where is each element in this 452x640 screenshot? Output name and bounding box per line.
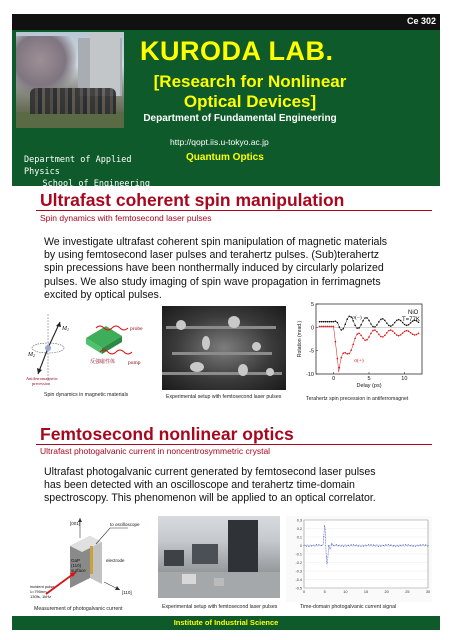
m1-label: M1 [62, 326, 69, 332]
chart6-signal-point [313, 545, 314, 546]
chart3-sigma-minus-point [398, 319, 400, 321]
chart6-signal-point [321, 545, 322, 546]
chart6-signal-point [425, 544, 426, 545]
chart3-sigma-minus-point [337, 322, 339, 324]
svg-text:130fs, 1kHz: 130fs, 1kHz [30, 594, 52, 599]
chart3-sigma-minus-point [408, 324, 410, 326]
chart3-sigma-minus-point [335, 320, 337, 322]
chart6-signal-point [375, 545, 376, 546]
chart6-signal-point [366, 545, 367, 546]
chart6-signal-point [380, 546, 381, 547]
chart3-sigma-plus-point [368, 336, 370, 338]
chart3-sigma-plus-point [331, 326, 333, 328]
chart6-signal-point [323, 536, 324, 537]
chart3-sigma-plus-point [329, 326, 331, 328]
fig2-caption: Experimental setup with femtosecond laser pulses [166, 394, 282, 400]
chart3-sigma-minus-point [380, 319, 382, 321]
chart3-sigma-minus-point [358, 327, 360, 329]
chart3-sigma-minus-point [394, 322, 396, 324]
chart6-xtick-label: 15 [363, 590, 369, 594]
chart6-signal-point [343, 546, 344, 547]
chart3-sigma-plus-point [402, 332, 404, 334]
material-label: 反強磁性体 [90, 359, 116, 365]
chart3-sigma-plus-point [339, 367, 341, 369]
chart6-signal-point [423, 544, 424, 545]
chart3-sigma-plus-point [380, 336, 382, 338]
chart3-sigma-plus-point [418, 333, 420, 335]
chart3-sigma-minus-point [354, 324, 356, 326]
field-label: Quantum Optics [186, 152, 264, 163]
chart3-sigma-minus-point [386, 322, 388, 324]
chart6-signal-point [378, 546, 379, 547]
chart6-xtick-label: 10 [343, 590, 348, 594]
chart6-signal-point [333, 545, 334, 546]
chart3-sigma-minus-point [346, 318, 348, 320]
chart3-sigma-minus-point [348, 316, 350, 318]
chart3-sigma-plus-point [364, 339, 366, 341]
chart6-ytick-label: 0.2 [296, 527, 302, 531]
department-name: Department of Fundamental Engineering [143, 113, 337, 124]
experimental-setup-photo-1 [162, 306, 286, 390]
chart3-ytick-label: 5 [310, 302, 314, 308]
chart3-sigma-minus-point [325, 321, 327, 323]
chart3-sigma-plus-point [346, 353, 348, 355]
header-top-strip [12, 14, 440, 30]
poster-code: Ce 302 [406, 16, 436, 26]
chart3-sigma-minus-point [364, 317, 366, 319]
chart3-sigma-minus-point [406, 325, 408, 327]
chart3-sigma-plus-point [390, 329, 392, 331]
chart3-sigma-plus-point [392, 330, 394, 332]
svg-text:surface: surface [71, 568, 86, 573]
chart3-sigma-minus-point [327, 321, 329, 323]
chart3-sigma-minus-point [362, 320, 364, 322]
chart3-sigma-minus-point [331, 321, 333, 323]
lab-group-photo [16, 32, 124, 128]
chart3-sigma-plus-point [337, 358, 339, 360]
svg-text:[110]: [110] [122, 590, 132, 595]
pump-label: pump [128, 360, 141, 366]
fig5-caption: Experimental setup with femtosecond laser pulses [162, 604, 278, 610]
lab-url-link[interactable]: http://qopt.iis.u-tokyo.ac.jp [170, 137, 269, 147]
chart3-sigma-plus-point [378, 334, 380, 336]
chart3-sigma-minus-point [388, 325, 390, 327]
chart3-sigma-minus-point [321, 321, 323, 323]
chart3-sigma-minus-point [344, 323, 346, 325]
chart6-xtick-label: 20 [384, 590, 389, 594]
photogalvanic-signal-chart [286, 516, 432, 602]
section1-paragraph: We investigate ultrafast coherent spin manipulation of magnetic materials by using femtosecond laser pulses and terahertz pulses. (Sub)terahertz spin precessions have been nonthermally induced by circularly polarized pulses. We also study imaging of spin wave propagation in ferrimagnets excited by optical pulses. [44, 236, 388, 301]
chart3-sigma-plus-point [344, 352, 346, 354]
chart6-signal-point [373, 545, 374, 546]
chart6-signal-point [336, 544, 337, 545]
chart3-xtick-label: 10 [401, 376, 408, 382]
chart3-sigma-minus-point [392, 324, 394, 326]
chart3-sigma-plus-point [319, 326, 321, 328]
chart6-signal-point [428, 545, 429, 546]
chart6-signal-point [388, 544, 389, 545]
chart3-sigma-plus-point [356, 333, 358, 335]
chart6-signal-point [338, 545, 339, 546]
chart6-ytick-label: -0.3 [295, 569, 302, 574]
chart6-signal-point [304, 545, 305, 546]
chart6-ytick-label: 0.1 [296, 535, 302, 540]
spin-dynamics-diagram [26, 308, 150, 386]
section1-title: Ultrafast coherent spin manipulation [40, 190, 345, 210]
chart6-signal-point [331, 544, 332, 545]
chart3-ytick-label: -5 [309, 348, 314, 355]
chart6-signal-point [370, 544, 371, 545]
chart6-signal-point [383, 545, 384, 546]
section2-paragraph: Ultrafast photogalvanic current generated by femtosecond laser pulses has been detected with an oscilloscope and terahertz time-domain spectroscopy. This phenomenon will be applied to an optical correlator. [44, 466, 376, 505]
experimental-setup-photo-2 [158, 516, 280, 598]
chart3-sigma-plus-point [404, 331, 406, 333]
chart3-sigma-plus-point [388, 330, 390, 332]
footer-institute: Institute of Industrial Science [173, 618, 279, 627]
chart6-signal-point [410, 545, 411, 546]
svg-text:to oscilloscope: to oscilloscope [110, 522, 140, 527]
chart3-sigma-minus-point [368, 320, 370, 322]
chart3-sigma-plus-point [335, 341, 337, 343]
section2-subtitle: Ultrafast photogalvanic current in noncentrosymmetric crystal [40, 446, 271, 456]
chart6-signal-point [415, 546, 416, 547]
chart3-sigma-plus-point [406, 330, 408, 332]
chart6-signal-point [356, 545, 357, 546]
chart3-sigma-plus-point [410, 332, 412, 334]
chart6-ytick-label: -0.2 [295, 561, 302, 565]
section1-divider [36, 210, 432, 211]
research-title-line1: [Research for Nonlinear [153, 72, 347, 91]
photogalvanic-measurement-diagram [30, 516, 150, 604]
chart6-signal-point [361, 546, 362, 547]
chart6-signal-point [326, 556, 327, 557]
chart6-signal-point [413, 546, 414, 547]
chart6-signal-point [341, 546, 342, 547]
chart3-sigma-plus-point [394, 332, 396, 334]
chart6-signal-point [393, 545, 394, 546]
chart6-signal-point [408, 545, 409, 546]
chart6-signal-point [398, 546, 399, 547]
chart3-sigma-minus-point [396, 320, 398, 322]
chart6-signal-point [418, 545, 419, 546]
chart3-sigma-plus-point [370, 332, 372, 334]
fig3-caption: Terahertz spin precession in antiferromagnet [306, 396, 409, 402]
chart3-sigma-plus-point [386, 332, 388, 334]
chart3-sigma-plus-point [323, 326, 325, 328]
chart3-sigma-plus-point [325, 326, 327, 328]
chart3-sample-label: NiO [408, 310, 419, 316]
chart3-sigma-minus-point [370, 323, 372, 325]
chart6-signal-point [311, 545, 312, 546]
chart6-signal-point [420, 544, 421, 545]
chart3-sigma-plus-point [333, 326, 335, 328]
chart3-sigma-minus-point [360, 324, 362, 326]
chart3-sigma-minus-point [374, 326, 376, 328]
chart3-sigma-minus-point [366, 317, 368, 319]
chart3-sigma-minus-point [356, 327, 358, 329]
chart6-signal-point [348, 545, 349, 546]
fig4-caption: Measurement of photogalvanic current [34, 606, 123, 612]
chart6-signal-point [368, 544, 369, 545]
section2-divider [36, 444, 432, 445]
chart3-sigma-plus-point [358, 333, 360, 335]
chart6-signal-point [358, 545, 359, 546]
chart3-sigma-plus-point [321, 326, 323, 328]
chart3-sigma-plus-point [412, 333, 414, 335]
chart3-sigma-plus-point [342, 352, 344, 354]
chart6-signal-point [403, 544, 404, 545]
chart6-xtick-label: 25 [405, 590, 410, 594]
chart3-sigma-plus-point [384, 335, 386, 337]
research-title-line2: Optical Devices] [183, 92, 317, 111]
chart3-minus-label: σ(−) [352, 315, 362, 321]
chart6-ytick-label: 0.3 [296, 518, 302, 523]
chart3-sigma-plus-point [354, 338, 356, 340]
chart3-sigma-plus-point [376, 331, 378, 333]
chart3-sigma-plus-point [360, 334, 362, 336]
chart3-sigma-minus-point [376, 324, 378, 326]
chart6-signal-point [346, 546, 347, 547]
chart3-sigma-plus-point [327, 326, 329, 328]
section2-title: Femtosecond nonlinear optics [40, 424, 294, 444]
chart6-signal-point [306, 546, 307, 547]
chart3-sigma-plus-point [414, 334, 416, 336]
chart3-sigma-plus-point [366, 339, 368, 341]
lab-title: KURODA LAB. [140, 36, 334, 66]
chart6-signal-point [385, 544, 386, 545]
chart3-plus-label: σ(+) [354, 358, 364, 364]
af-label-2: precession [32, 381, 51, 386]
chart6-signal-point [328, 545, 329, 546]
chart6-signal-point [390, 545, 391, 546]
chart6-signal-point [395, 546, 396, 547]
m2-label: M2 [28, 352, 35, 358]
chart3-sigma-minus-point [333, 321, 335, 323]
fig6-caption: Time-domain photogalvanic current signal [300, 604, 397, 610]
chart3-temp-label: T=77K [402, 317, 420, 323]
chart3-sigma-minus-point [323, 321, 325, 323]
chart3-sigma-minus-point [329, 321, 331, 323]
chart6-ytick-label: -0.5 [295, 586, 302, 591]
chart3-sigma-plus-point [372, 330, 374, 332]
chart3-sigma-plus-point [374, 329, 376, 331]
chart3-sigma-minus-point [404, 324, 406, 326]
chart3-sigma-plus-point [398, 335, 400, 337]
chart3-frame [316, 304, 422, 374]
chart6-signal-point [316, 544, 317, 545]
chart6-signal-point [363, 546, 364, 547]
section1-subtitle: Spin dynamics with femtosecond laser pulses [40, 213, 212, 223]
chart3-ylabel: Rotation (mrad.) [297, 320, 303, 358]
chart3-sigma-plus-point [362, 337, 364, 339]
chart3-sigma-plus-point [348, 353, 350, 355]
svg-text:[001]: [001] [70, 521, 81, 526]
svg-text:λ=790nm: λ=790nm [30, 589, 47, 594]
chart6-signal-point [351, 544, 352, 545]
chart3-sigma-plus-point [396, 334, 398, 336]
chart6-signal-point [405, 544, 406, 545]
chart3-xtick-label: 0 [332, 376, 336, 382]
chart3-ytick-label: 0 [310, 325, 314, 332]
spin-precession-chart [294, 300, 430, 392]
chart6-signal-point [308, 546, 309, 547]
chart3-sigma-minus-point [319, 321, 321, 323]
chart6-xtick-label: 5 [323, 590, 326, 594]
probe-label: probe [130, 326, 143, 332]
chart3-sigma-plus-point [382, 336, 384, 338]
svg-text:incident pulse: incident pulse [30, 584, 55, 589]
svg-text:electrode: electrode [106, 558, 125, 563]
chart6-xtick-label: 30 [425, 590, 431, 594]
chart6-xtick-label: 0 [302, 590, 306, 594]
chart3-sigma-minus-point [382, 318, 384, 320]
chart6-ytick-label: 0 [299, 544, 302, 548]
chart6-ytick-label: -0.1 [295, 552, 302, 557]
chart6-signal-point [353, 544, 354, 545]
chart3-sigma-plus-point [416, 334, 418, 336]
chart3-sigma-minus-point [372, 326, 374, 328]
chart3-sigma-plus-point [400, 334, 402, 336]
chart3-sigma-minus-point [378, 321, 380, 323]
chart3-sigma-minus-point [339, 326, 341, 328]
af-label-1: Antiferromagnetic [26, 376, 58, 381]
chart3-xtick-label: 5 [367, 376, 371, 382]
chart6-signal-point [400, 545, 401, 546]
chart3-sigma-minus-point [384, 320, 386, 322]
chart3-ytick-label: -10 [306, 372, 314, 378]
chart3-sigma-plus-point [350, 349, 352, 351]
chart3-sigma-minus-point [390, 325, 392, 327]
chart3-xlabel: Delay (ps) [356, 383, 382, 389]
chart6-signal-point [318, 544, 319, 545]
chart3-sigma-minus-point [342, 328, 344, 330]
chart6-ytick-label: -0.4 [295, 578, 302, 582]
applied-physics-affiliation: Department of Applied Physics School of Engineering [24, 155, 150, 189]
svg-text:(110): (110) [71, 563, 82, 568]
chart3-sigma-plus-point [340, 357, 342, 359]
fig1-caption: Spin dynamics in magnetic materials [44, 392, 129, 398]
chart3-sigma-plus-point [352, 344, 354, 346]
svg-text:GaP: GaP [71, 558, 81, 563]
chart3-sigma-minus-point [340, 329, 342, 331]
chart3-sigma-plus-point [408, 330, 410, 332]
